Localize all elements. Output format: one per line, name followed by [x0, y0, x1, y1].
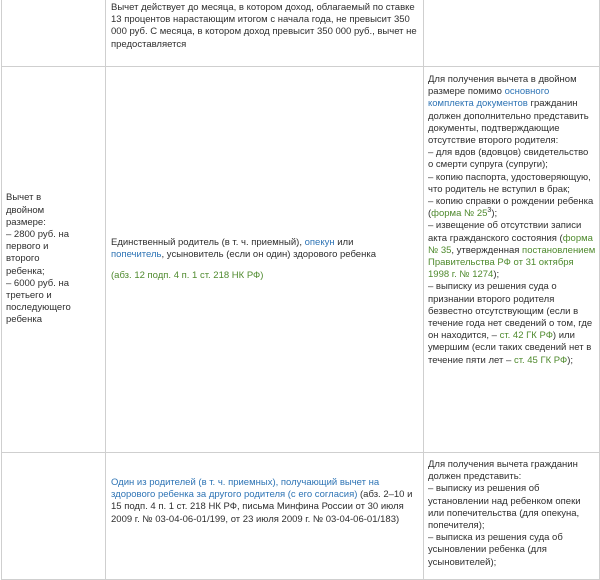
document-item — [428, 281, 596, 366]
deduction-line: третьего и — [6, 290, 52, 301]
deduction-line: ребенка — [6, 314, 42, 326]
row1-condition-text: Вычет действует до месяца, в котором доход, облагаемый по ставке 13 процентов нарастающим итогом с начала года, не превысит 350 000 руб. С месяца, в котором доход превысит 350 000 руб., вычет не предоставляется — [111, 2, 417, 50]
legal-reference: (абз. 12 подп. 4 п. 1 ст. 218 НК РФ) — [111, 269, 264, 281]
deduction-line: первого и — [6, 241, 49, 253]
gk-article-42-link[interactable]: ст. 42 ГК РФ — [499, 330, 553, 342]
text-span: гражданин должен дополнительно представить документы, подтверждающие отсутствие второго родителя: — [428, 98, 589, 147]
other-parent-link[interactable]: Один из родителей (в т. ч. приемных), получающий вычет на здорового ребенка за другого родителя (с его согласия) — [111, 477, 380, 501]
opekun-link[interactable]: опекун — [304, 237, 335, 249]
row1-middle-cell — [106, 0, 424, 67]
document-item — [428, 220, 596, 281]
deduction-line: размере: — [6, 216, 46, 228]
row2-recipient-cell — [106, 67, 424, 453]
document-item: – выписка из решения суда об усыновлении ребенка (для усыновителей); — [428, 532, 563, 568]
government-decree-link[interactable]: постановлением Правительства РФ от 31 октября 1998 г. № 1274 — [428, 244, 596, 281]
documents-intro — [428, 74, 596, 147]
text-span: или — [334, 237, 354, 249]
deduction-line: ребенка; — [6, 265, 45, 277]
text-span: – выписку из решения суда о признании второго родителя безвестно отсутствующим (если в течение года нет сведений о том, где он находится, – — [428, 281, 593, 342]
deduction-line: – 2800 руб. на — [6, 228, 69, 240]
form-25-link[interactable]: форма № 25 — [431, 208, 488, 220]
deduction-line: второго — [6, 253, 40, 265]
document-item — [428, 196, 596, 220]
deduction-line: – 6000 руб. на — [6, 277, 69, 289]
text-span: Для получения вычета в двойном размере помимо — [428, 74, 577, 98]
text-span: ) или умершим (если таких сведений нет в течение пяти лет – — [428, 330, 592, 366]
row3-recipient-cell — [106, 453, 424, 580]
text-span: ); — [567, 354, 574, 366]
document-item: – копию паспорта, удостоверяющую, что родитель не вступил в брак; — [428, 171, 591, 195]
row2-deduction-cell — [2, 67, 106, 453]
documents-set-link[interactable]: основного комплекта документов — [428, 86, 550, 110]
deduction-amount-text — [6, 192, 101, 326]
form-35-link[interactable]: форма № 35 — [428, 232, 593, 256]
deduction-line: Вычет в — [6, 192, 42, 204]
footnote-marker[interactable]: 3 — [487, 207, 492, 215]
popechitel-link[interactable]: попечитель — [111, 249, 162, 261]
row3-documents-cell — [424, 453, 600, 580]
row3-left-cell — [2, 453, 106, 580]
row2-documents-cell — [424, 67, 600, 453]
row1-right-cell — [424, 0, 600, 67]
table-row — [2, 453, 600, 580]
deduction-table — [1, 0, 600, 580]
text-span: – извещение об отсутствии записи акта гражданского состояния ( — [428, 220, 582, 244]
table-row — [2, 0, 600, 67]
text-span: ); — [491, 208, 498, 220]
text-span: ); — [493, 269, 500, 281]
text-span: (абз. 2–10 и 15 подп. 4 п. 1 ст. 218 НК РФ, письма Минфина России от 30 июля 2009 г. № 03-04-06-01/199, от 23 июля 2009 г. № 03-04-06-01/183) — [111, 489, 413, 525]
deduction-line: двойном — [6, 204, 45, 216]
document-item: – выписку из решения об установлении над ребенком опеки или попечительства (для опекуна, попечителя); — [428, 483, 581, 532]
text-span: , утвержденная — [451, 244, 523, 256]
document-item: – для вдов (вдовцов) свидетельство о смерти супруга (супруги); — [428, 147, 589, 171]
deduction-line: последующего — [6, 302, 71, 314]
recipient-description — [111, 237, 419, 261]
documents-intro: Для получения вычета гражданин должен представить: — [428, 459, 578, 483]
row1-left-cell — [2, 0, 106, 67]
table-row — [2, 67, 600, 453]
text-span: , усыновитель (если он один) здорового ребенка — [161, 249, 376, 261]
text-span: Единственный родитель (в т. ч. приемный), — [111, 237, 305, 249]
gk-article-45-link[interactable]: ст. 45 ГК РФ — [513, 354, 568, 366]
text-span: – копию справки о рождении ребенка ( — [428, 196, 594, 220]
recipient-description — [111, 477, 419, 526]
